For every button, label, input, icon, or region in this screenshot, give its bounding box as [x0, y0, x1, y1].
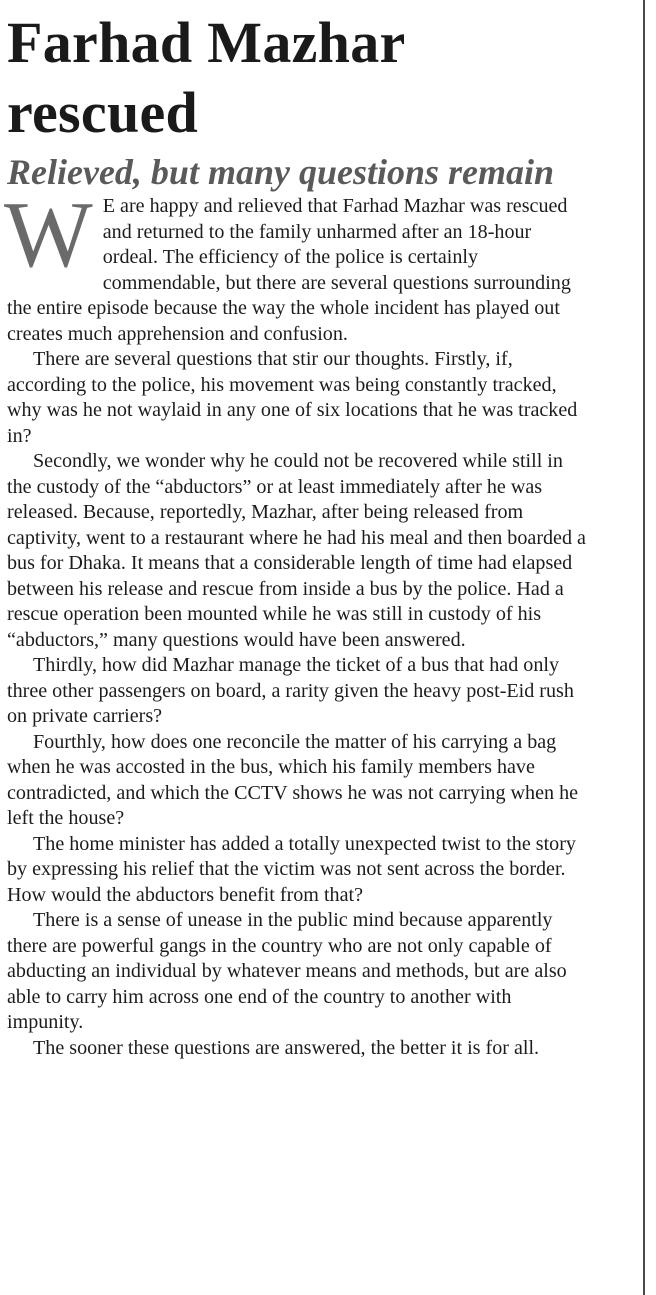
- paragraph-1-text: E are happy and relieved that Farhad Mazhar was rescued and returned to the family unharmed after an 18-hour ordeal. The efficiency of the police is certainly commendable, but there are several questions surrounding the entire episode because the way the whole incident has played out creates much apprehension and confusion.: [7, 195, 571, 345]
- subheadline: Relieved, but many questions remain: [7, 152, 555, 192]
- article-body: [4, 183, 587, 1061]
- paragraph-2: There are several questions that stir our thoughts. Firstly, if, according to the police, his movement was being constantly tracked, why was he not waylaid in any one of six locations that he was tracked in?: [7, 348, 578, 447]
- paragraph-7: There is a sense of unease in the public mind because apparently there are powerful gangs in the country who are not only capable of abducting an individual by whatever means and methods, but are also able to carry him across one end of the country to another with impunity.: [7, 909, 567, 1033]
- drop-cap: W: [4, 183, 93, 287]
- headline: Farhad Mazhar rescued: [7, 10, 405, 145]
- column-rule: [643, 0, 645, 1295]
- paragraph-1: [4, 183, 587, 347]
- paragraph-5: Fourthly, how does one reconcile the matter of his carrying a bag when he was accosted in the bus, which his family members have contradicted, and which the CCTV shows he was not carrying when he left the house?: [7, 730, 579, 829]
- paragraph-6: The home minister has added a totally unexpected twist to the story by expressing his relief that the victim was not sent across the border. How would the abductors benefit from that?: [7, 832, 576, 906]
- editorial-article: [4, 0, 587, 1061]
- paragraph-3: Secondly, we wonder why he could not be recovered while still in the custody of the “abductors” or at least immediately after he was released. Because, reportedly, Mazhar, after being released from captivity, went to a restaurant where he had his meal and then boarded a bus for Dhaka. It means that a considerable length of time had elapsed between his release and rescue from inside a bus by the police. Had a rescue operation been mounted while he was still in custody of his “abductors,” many questions would have been answered.: [7, 450, 586, 651]
- paragraph-4: Thirdly, how did Mazhar manage the ticket of a bus that had only three other passengers on board, a rarity given the heavy post-Eid rush on private carriers?: [7, 654, 574, 727]
- paragraph-8: The sooner these questions are answered, the better it is for all.: [33, 1036, 540, 1059]
